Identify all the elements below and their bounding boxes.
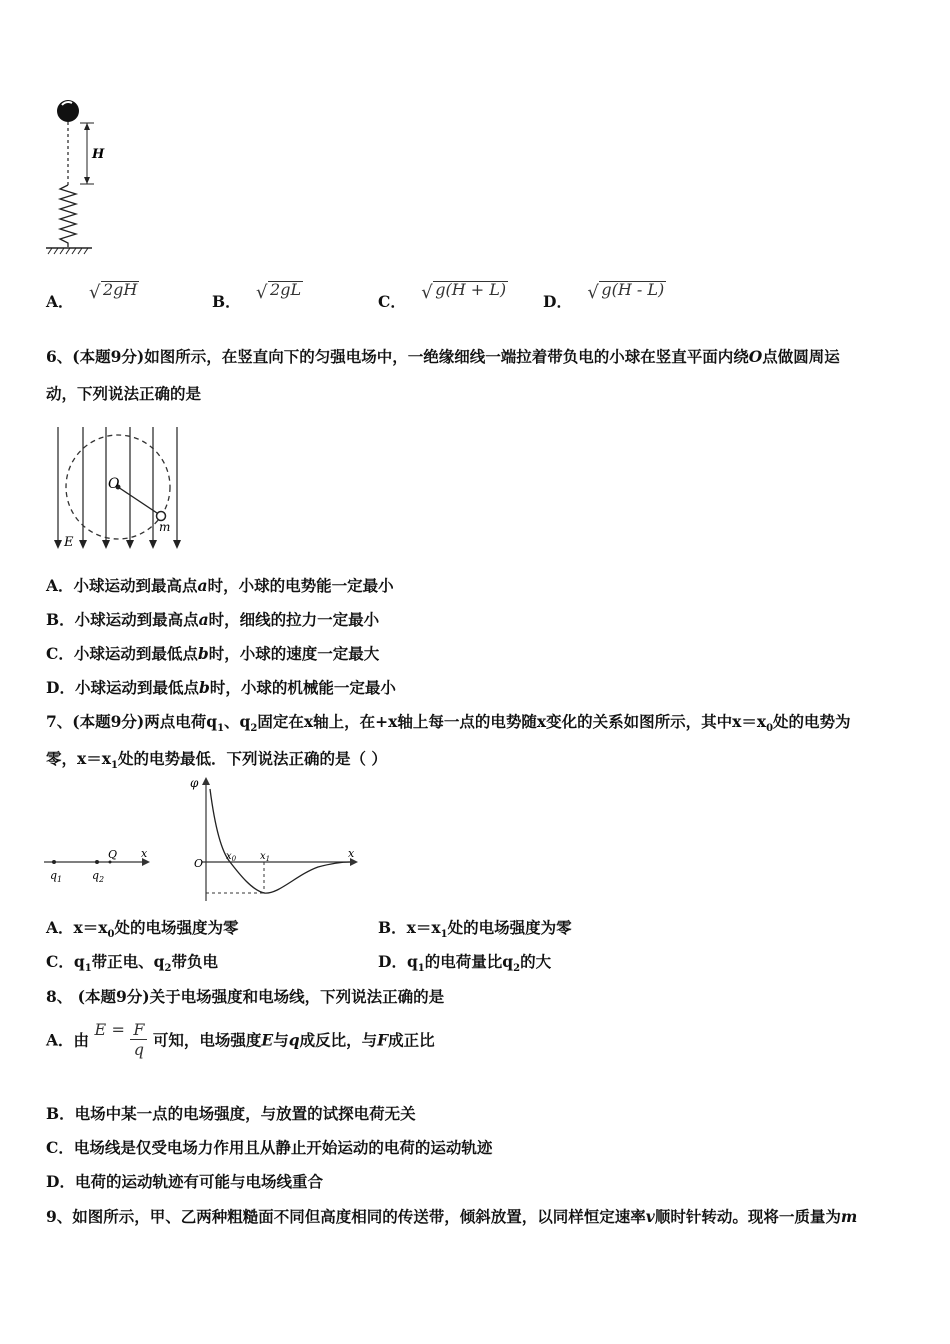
svg-text:Q: Q	[108, 848, 118, 861]
svg-text:x: x	[348, 847, 355, 860]
q7-option-a[interactable]: A．$x=x_0$处的电场强度为零	[46, 918, 239, 941]
label-H: H	[92, 147, 105, 162]
q8-option-a[interactable]: A．由 E = $\frac{F}{q}$ 可知，电场强度E与q成反比，与F成正比	[46, 1020, 435, 1059]
q6-stem-line1: 6、(本题9分)如图所示，在竖直向下的匀强电场中，一绝缘细线一端拉着带负电的小球在竖直平面内绕O点做圆周运	[46, 347, 840, 366]
svg-text:O: O	[194, 857, 204, 870]
q7-stem-line2: 零，$x=x_1$处的电势最低．下列说法正确的是（ ）	[46, 749, 387, 772]
potential-graph-figure	[188, 775, 363, 905]
label-m: m	[159, 520, 171, 534]
ball-icon	[57, 100, 79, 122]
svg-text:φ: φ	[190, 776, 199, 790]
q5-option-b[interactable]: B． √ 2gL	[212, 280, 302, 311]
q5-option-a[interactable]: A． √ 2gH	[46, 280, 138, 311]
svg-text:x: x	[141, 847, 148, 860]
q8-option-d[interactable]: D．电荷的运动轨迹有可能与电场线重合	[46, 1172, 323, 1191]
q6-option-c[interactable]: C．小球运动到最低点b时，小球的速度一定最大	[46, 644, 380, 663]
svg-text:q2: $q_2$	[92, 869, 105, 884]
q6-option-a[interactable]: A．小球运动到最高点a时，小球的电势能一定最小	[46, 576, 394, 595]
q7-option-b[interactable]: B．$x=x_1$处的电场强度为零	[378, 918, 572, 941]
q5-option-d[interactable]: D． √ g(H - L)	[543, 280, 665, 311]
spring-ball-figure	[40, 95, 120, 260]
q7-option-c[interactable]: C．$q_1$带正电、$q_2$带负电	[46, 952, 218, 975]
q6-option-d[interactable]: D．小球运动到最低点b时，小球的机械能一定最小	[46, 678, 396, 697]
q5-option-c[interactable]: C． √ g(H + L)	[378, 280, 507, 311]
q8-option-c[interactable]: C．电场线是仅受电场力作用且从静止开始运动的电荷的运动轨迹	[46, 1138, 493, 1157]
electric-field-circle-figure	[44, 425, 194, 553]
svg-text:q1: $q_1$	[50, 869, 63, 884]
label-O: O	[108, 476, 120, 492]
q6-option-b[interactable]: B．小球运动到最高点a时，细线的拉力一定最小	[46, 610, 380, 629]
q8-option-b[interactable]: B．电场中某一点的电场强度，与放置的试探电荷无关	[46, 1104, 416, 1123]
q7-option-d[interactable]: D．$q_1$的电荷量比$q_2$的大	[378, 952, 552, 975]
svg-text:x0: $x_0$	[226, 851, 237, 863]
q6-stem-line2: 动，下列说法正确的是	[46, 384, 202, 403]
label-E: E	[64, 535, 74, 550]
q7-stem-line1: 7、(本题9分)两点电荷$q_1$、$q_2$固定在x轴上，在+x轴上每一点的电势随x变化的关系如图所示，其中$x=x_0$处的电势为	[46, 712, 851, 735]
svg-text:x1: $x_1$	[260, 851, 271, 863]
q9-stem: 9、如图所示，甲、乙两种粗糙面不同但高度相同的传送带，倾斜放置，以同样恒定速率v顺时针转动。现将一质量为m	[46, 1207, 858, 1226]
charges-on-axis-figure	[42, 845, 157, 885]
q8-stem: 8、 (本题9分)关于电场强度和电场线，下列说法正确的是	[46, 987, 445, 1006]
